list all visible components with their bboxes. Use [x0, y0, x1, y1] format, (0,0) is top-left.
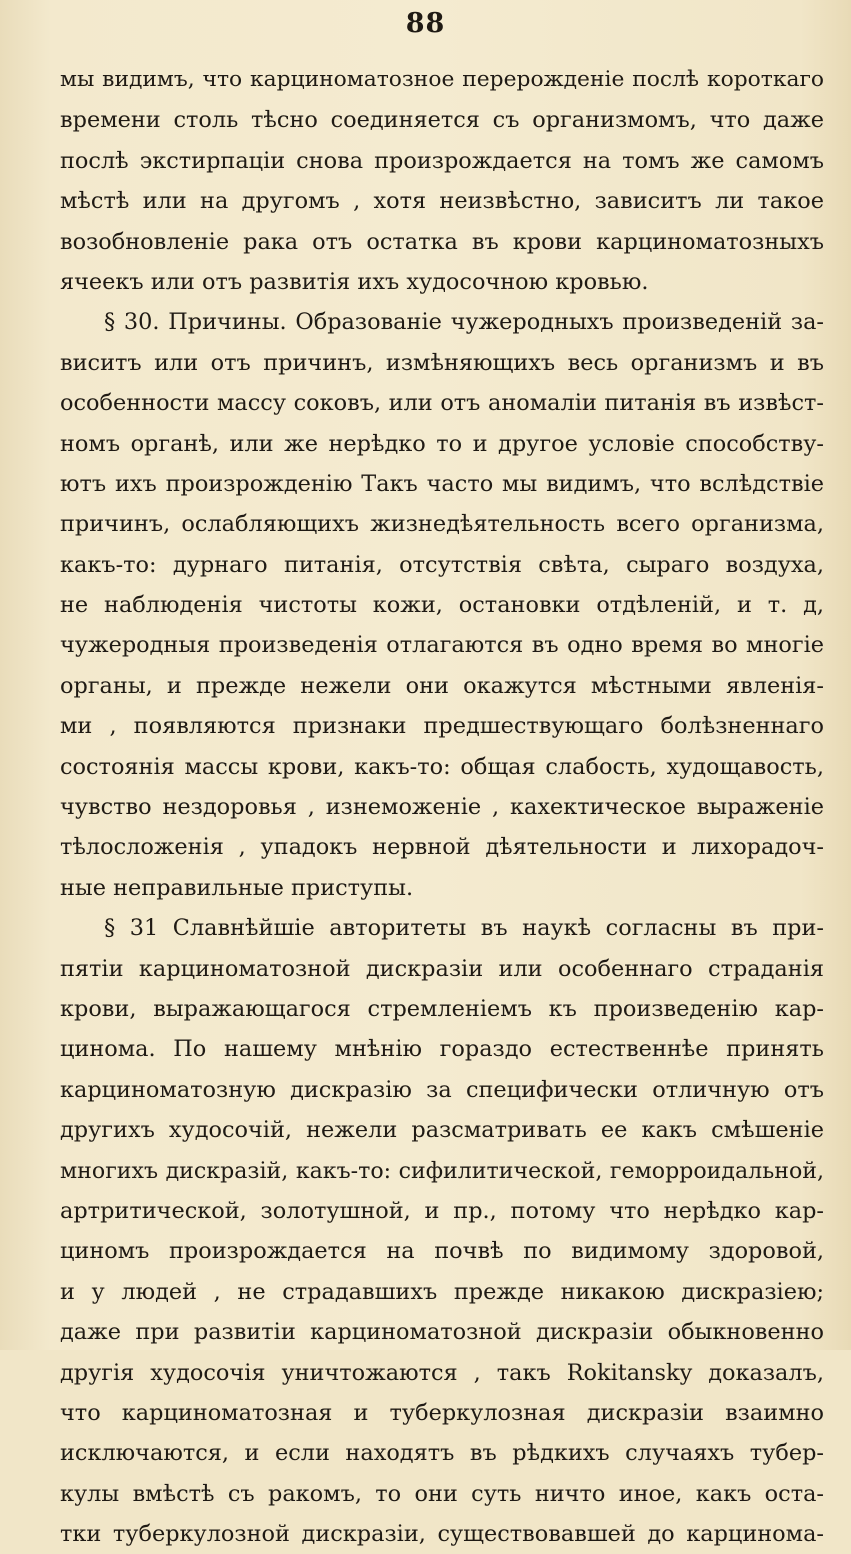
- section-31-first-line: § 31 Славнѣйшіе авторитеты въ наукѣ согласны въ при-: [104, 915, 824, 942]
- text-line: и у людей , не страдавшихъ прежде никакою дискразіею;: [60, 1278, 824, 1305]
- text-line: возобновленіе рака отъ остатка въ крови карциноматозныхъ: [60, 228, 824, 255]
- text-line: ютъ ихъ произрожденію Такъ часто мы видимъ, что вслѣдствіе: [60, 470, 824, 497]
- text-line: особенности массу соковъ, или отъ аномаліи питанія въ извѣст-: [60, 390, 824, 417]
- text-line: какъ-то: дурнаго питанія, отсутствія свѣта, сыраго воздуха,: [60, 551, 824, 578]
- text-line: что карциноматозная и туберкулозная дискразіи взаимно: [60, 1399, 824, 1426]
- text-line: чувство нездоровья , изнеможеніе , кахектическое выраженіе: [60, 794, 824, 821]
- text-line: послѣ экстирпаціи снова произрождается на томъ же самомъ: [60, 147, 824, 174]
- text-line: карциноматозную дискразію за специфически отличную отъ: [60, 1076, 824, 1103]
- text-line: не наблюденія чистоты кожи, остановки отдѣленій, и т. д,: [60, 592, 824, 619]
- text-line: органы, и прежде нежели они окажутся мѣстными явленія-: [60, 672, 824, 699]
- text-line: пятіи карциноматозной дискразіи или особеннаго страданія: [60, 955, 824, 982]
- text-line: ные неправильные приступы.: [60, 874, 414, 901]
- text-line: циномъ произрождается на почвѣ по видимому здоровой,: [60, 1238, 824, 1265]
- text-line: крови, выражающагося стремленіемъ къ произведенію кар-: [60, 995, 824, 1022]
- text-line: цинома. По нашему мнѣнію гораздо естественнѣе принять: [60, 1036, 824, 1063]
- text-line: виситъ или отъ причинъ, измѣняющихъ весь организмъ и въ: [60, 349, 824, 376]
- text-line: номъ органѣ, или же нерѣдко то и другое условіе способству-: [60, 430, 824, 457]
- text-line: времени столь тѣсно соединяется съ организмомъ, что даже: [60, 107, 824, 134]
- text-line: мѣстѣ или на другомъ , хотя неизвѣстно, зависитъ ли такое: [60, 188, 824, 215]
- text-line: чужеродныя произведенія отлагаются въ одно время во многіе: [60, 632, 824, 659]
- text-line: тки туберкулозной дискразіи, существовавшей до карцинома-: [60, 1521, 824, 1548]
- page-number: 88: [405, 8, 446, 39]
- text-line: кулы вмѣстѣ съ ракомъ, то они суть ничто иное, какъ оста-: [60, 1480, 824, 1507]
- text-line: даже при развитіи карциноматозной дискразіи обыкновенно: [60, 1319, 824, 1346]
- text-line: артритической, золотушной, и пр., потому что нерѣдко кар-: [60, 1197, 824, 1224]
- body-text: [60, 60, 824, 1554]
- section-30-heading-line: § 30. Причины. Образованіе чужеродныхъ произведеній за-: [104, 309, 824, 336]
- text-line: другія худосочія уничтожаются , такъ Rokitansky доказалъ,: [60, 1359, 824, 1386]
- text-line: многихъ дискразій, какъ-то: сифилитической, геморроидальной,: [60, 1157, 824, 1184]
- text-line: состоянія массы крови, какъ-то: общая слабость, худощавость,: [60, 753, 824, 780]
- text-line: ячеекъ или отъ развитія ихъ худосочною кровью.: [60, 268, 649, 295]
- text-line: причинъ, ослабляющихъ жизнедѣятельность всего организма,: [60, 511, 824, 538]
- text-line: исключаются, и если находятъ въ рѣдкихъ случаяхъ тубер-: [60, 1440, 824, 1467]
- text-line: ми , появляются признаки предшествующаго болѣзненнаго: [60, 713, 824, 740]
- text-line: другихъ худосочій, нежели разсматривать ее какъ смѣшеніе: [60, 1117, 824, 1144]
- text-line: мы видимъ, что карциноматозное перерожденіе послѣ короткаго: [60, 67, 824, 92]
- text-line: тѣлосложенія , упадокъ нервной дѣятельности и лихорадоч-: [60, 834, 824, 861]
